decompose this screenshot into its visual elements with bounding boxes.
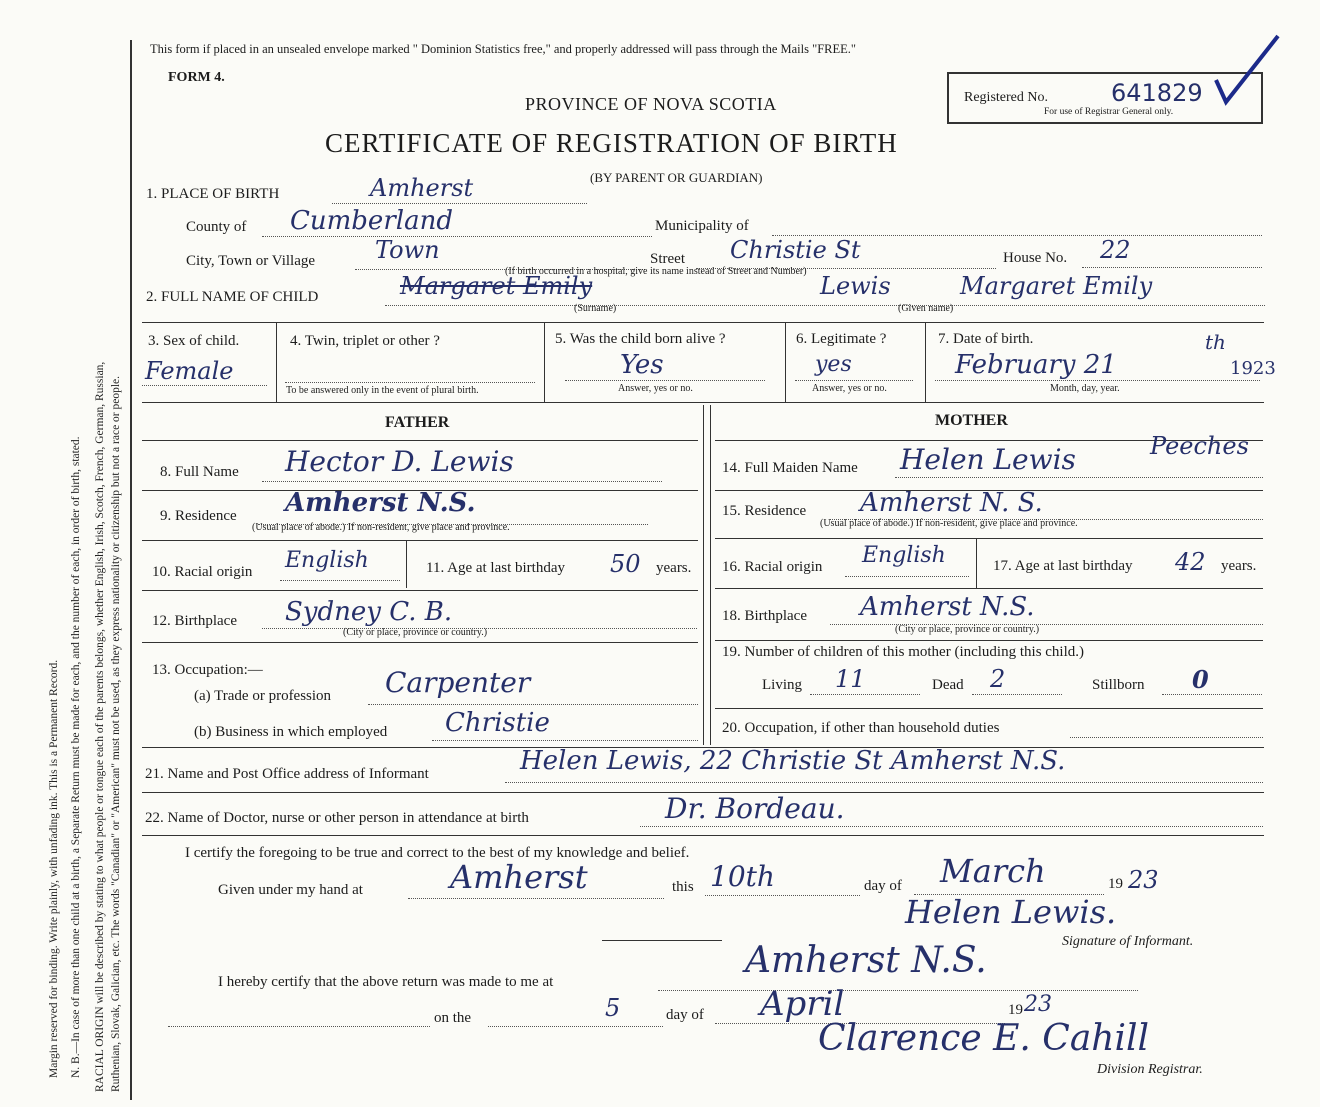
mother-name-value: Helen Lewis	[900, 443, 1076, 476]
registered-no-note: For use of Registrar General only.	[1044, 107, 1174, 117]
day-of-label: day of	[864, 878, 902, 894]
binding-rule	[130, 40, 132, 1100]
margin-note-3: RACIAL ORIGIN will be described by stating to what people or tongue each of the parents belongs, whether English, Irish, Scotch, French, German, Russian,	[94, 361, 106, 1092]
municipality-label: Municipality of	[655, 218, 749, 234]
field-5-label: 5. Was the child born alive ?	[555, 331, 726, 347]
field-4-note: To be answered only in the event of plural birth.	[286, 385, 479, 396]
father-residence-value: Amherst N.S.	[285, 488, 476, 518]
dead-value: 2	[990, 665, 1006, 693]
field-21-label: 21. Name and Post Office address of Informant	[145, 766, 429, 782]
margin-note-1: Margin reserved for binding. Write plainly, with unfading ink. This is a Permanent Record.	[48, 659, 60, 1078]
registrar-signature: Clarence E. Cahill	[818, 1018, 1150, 1059]
field-11-label: 11. Age at last birthday	[426, 560, 565, 576]
mother-heading: MOTHER	[935, 412, 1008, 429]
child-name-struck: Margaret Emily	[400, 272, 593, 300]
field-13-label: 13. Occupation:—	[152, 662, 263, 678]
living-label: Living	[762, 677, 802, 693]
mother-birthplace-value: Amherst N.S.	[860, 592, 1035, 622]
registered-no-label: Registered No.	[964, 90, 1048, 105]
field-14-label: 14. Full Maiden Name	[722, 460, 858, 476]
legitimate-value: yes	[815, 352, 852, 377]
house-no-label: House No.	[1003, 250, 1068, 266]
day-of2-label: day of	[666, 1007, 704, 1023]
field-16-label: 16. Racial origin	[722, 559, 823, 575]
field-8-label: 8. Full Name	[160, 464, 239, 480]
mother-racial-value: English	[862, 543, 946, 568]
field-17-label: 17. Age at last birthday	[993, 558, 1133, 574]
father-employer-value: Christie	[445, 708, 550, 738]
county-value: Cumberland	[290, 206, 453, 236]
child-surname-value: Lewis	[820, 272, 891, 300]
dob-year-value: 1923	[1230, 358, 1276, 379]
form-number: FORM 4.	[168, 70, 225, 85]
mother-maiden-value: Peeches	[1150, 432, 1249, 460]
informant-value: Helen Lewis, 22 Christie St Amherst N.S.	[520, 746, 1066, 776]
field-13b-label: (b) Business in which employed	[194, 724, 388, 740]
field-19-label: 19. Number of children of this mother (including this child.)	[722, 644, 1085, 660]
page-title: CERTIFICATE OF REGISTRATION OF BIRTH	[325, 128, 898, 158]
street-value: Christie St	[730, 236, 861, 264]
given-month-value: March	[940, 852, 1046, 890]
father-heading: FATHER	[385, 414, 450, 431]
street-label: Street	[650, 251, 685, 267]
mother-birthplace-note: (City or place, province or country.)	[895, 624, 1040, 635]
year-prefix-label: 19	[1108, 876, 1123, 892]
house-no-value: 22	[1100, 236, 1131, 264]
field-7-label: 7. Date of birth.	[938, 331, 1034, 347]
hospital-note: (If birth occurred in a hospital, give its name instead of Street and Number)	[505, 266, 807, 277]
dob-month-day-value: February 21	[955, 350, 1117, 380]
father-name-value: Hector D. Lewis	[285, 445, 514, 478]
given-at-value: Amherst	[450, 858, 588, 896]
on-day-value: 5	[605, 994, 621, 1022]
field-5-note: Answer, yes or no.	[618, 383, 693, 394]
field-22-label: 22. Name of Doctor, nurse or other person in attendance at birth	[145, 810, 529, 826]
county-label: County of	[186, 219, 247, 235]
division-registrar-caption: Division Registrar.	[1097, 1062, 1203, 1077]
this-label: this	[672, 879, 694, 895]
check-mark-icon	[1210, 30, 1290, 110]
father-age-value: 50	[610, 550, 641, 578]
field-15-label: 15. Residence	[722, 503, 807, 519]
on-month-value: April	[760, 984, 845, 1024]
born-alive-value: Yes	[620, 350, 664, 380]
stillborn-value: 0	[1192, 665, 1209, 694]
surname-caption: (Surname)	[574, 303, 617, 314]
given-year-value: 23	[1128, 866, 1159, 894]
margin-note-4: Ruthenian, Slovak, Galician, etc. The words "Canadian" or "American" must not be used, as they express nationality or citizenship but not a race or people.	[110, 375, 122, 1092]
hereby-label: I hereby certify that the above return was made to me at	[218, 974, 554, 990]
province-heading: PROVINCE OF NOVA SCOTIA	[525, 94, 777, 114]
field-13a-label: (a) Trade or profession	[194, 688, 332, 704]
field-18-label: 18. Birthplace	[722, 608, 807, 624]
father-birthplace-value: Sydney C. B.	[285, 597, 453, 627]
on-year-value: 23	[1024, 992, 1052, 1017]
field-3-label: 3. Sex of child.	[148, 333, 240, 349]
mother-age-value: 42	[1175, 548, 1206, 576]
made-at-value: Amherst N.S.	[745, 940, 987, 981]
child-given-value: Margaret Emily	[960, 272, 1153, 300]
living-value: 11	[835, 665, 866, 693]
field-20-label: 20. Occupation, if other than household duties	[722, 720, 1000, 736]
field-2-label: 2. FULL NAME OF CHILD	[146, 289, 319, 305]
given-name-caption: (Given name)	[898, 303, 954, 314]
dead-label: Dead	[932, 677, 964, 693]
sex-value: Female	[145, 357, 234, 385]
field-10-label: 10. Racial origin	[152, 564, 253, 580]
field-9-label: 9. Residence	[160, 508, 237, 524]
mother-residence-value: Amherst N. S.	[860, 488, 1043, 518]
doctor-value: Dr. Bordeau.	[665, 792, 845, 825]
given-day-value: 10th	[710, 860, 775, 893]
mother-years-label: years.	[1221, 558, 1257, 574]
mother-residence-note: (Usual place of abode.) If non-resident, give place and province.	[820, 518, 1078, 529]
dob-suffix-value: th	[1205, 330, 1226, 354]
field-1-label: 1. PLACE OF BIRTH	[146, 186, 280, 202]
margin-note-2: N. B.—In case of more than one child at a birth, a Separate Return must be made for each, and the number of each, in order of birth, stated.	[70, 436, 82, 1078]
field-6-label: 6. Legitimate ?	[796, 331, 887, 347]
father-residence-note: (Usual place of abode.) If non-resident, give place and province.	[252, 522, 510, 533]
stillborn-label: Stillborn	[1092, 677, 1145, 693]
father-trade-value: Carpenter	[385, 666, 531, 699]
signature-informant-caption: Signature of Informant.	[1062, 934, 1194, 949]
page-subtitle: (BY PARENT OR GUARDIAN)	[590, 170, 763, 185]
father-birthplace-note: (City or place, province or country.)	[343, 627, 488, 638]
father-years-label: years.	[656, 560, 692, 576]
given-hand-label: Given under my hand at	[218, 882, 363, 898]
city-label: City, Town or Village	[186, 253, 316, 269]
city-value: Town	[375, 236, 440, 264]
year-prefix2-label: 19	[1008, 1002, 1023, 1018]
place-of-birth-value: Amherst	[370, 174, 474, 202]
informant-signature: Helen Lewis.	[905, 893, 1117, 931]
field-4-label: 4. Twin, triplet or other ?	[290, 333, 440, 349]
postal-notice: This form if placed in an unsealed envelope marked " Dominion Statistics free," and properly addressed will pass through the Mails "FREE."	[150, 42, 857, 56]
certify-statement: I certify the foregoing to be true and correct to the best of my knowledge and belief.	[185, 845, 690, 861]
field-6-note: Answer, yes or no.	[812, 383, 887, 394]
father-racial-value: English	[285, 548, 369, 573]
registered-no-value: 641829	[1111, 79, 1203, 107]
on-the-label: on the	[434, 1010, 472, 1026]
field-12-label: 12. Birthplace	[152, 613, 237, 629]
field-7-note: Month, day, year.	[1050, 383, 1120, 394]
